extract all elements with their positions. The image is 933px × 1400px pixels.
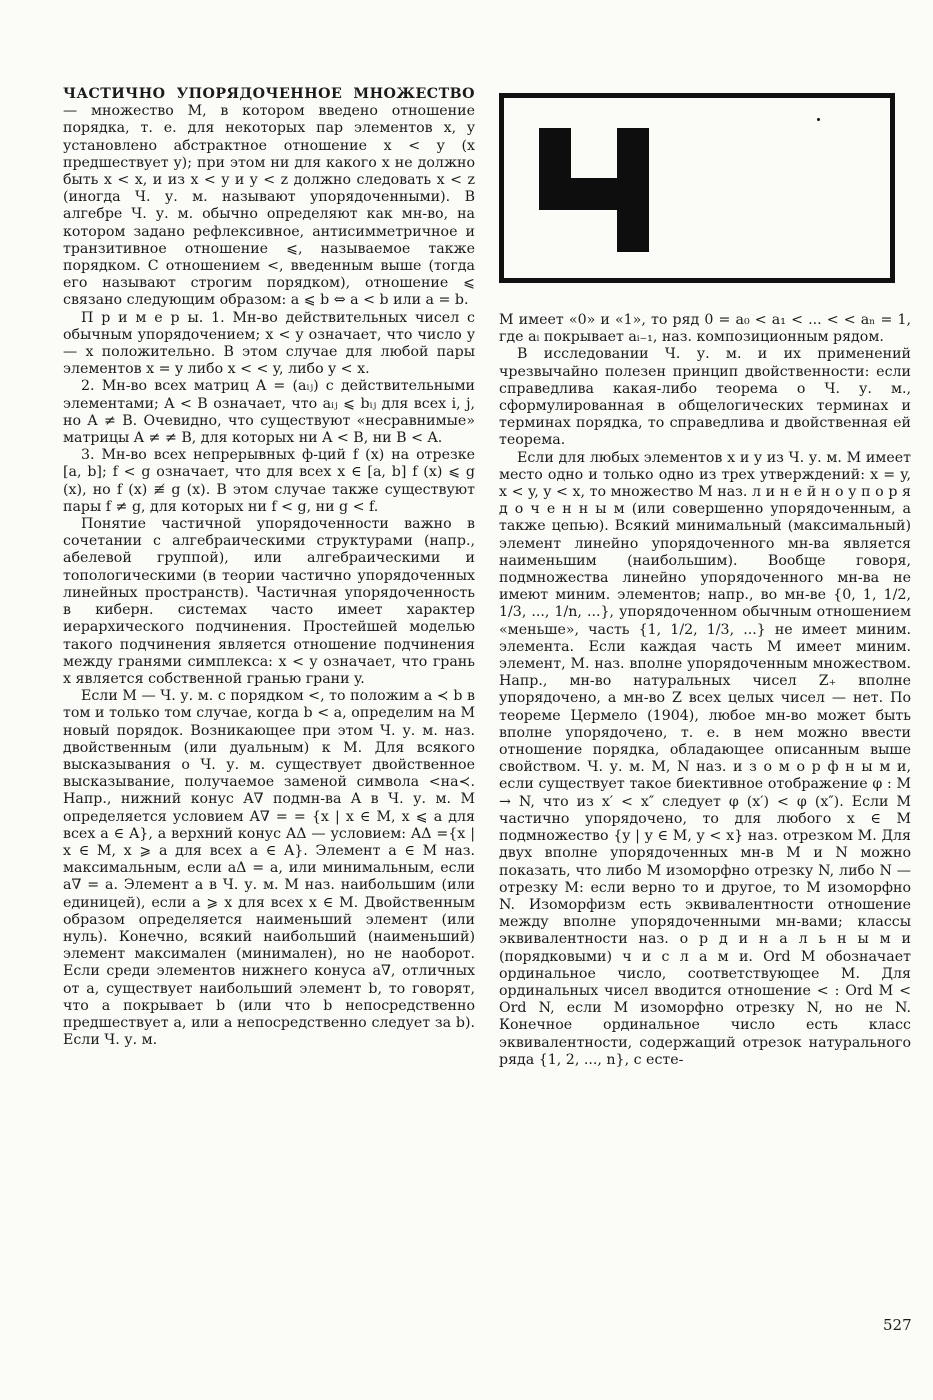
right-column [499, 312, 911, 1069]
paragraph-intro [63, 86, 475, 310]
initial-letter-plate [499, 93, 895, 283]
letter-che-glyph [539, 128, 649, 252]
paragraph: Если для любых элементов x и y из Ч. у. м. M имеет место одно и только одно из трех утверждений: x = y, x < y, y < x, то множество M наз. л и н е й н о у п о р я д о ч е н н ы м (или совершенно упорядоченным, а также цепью). Всякий минимальный (максимальный) элемент линейно упорядоченного мн-ва является наименьшим (наибольшим). Вообще говоря, подмножества линейно упорядоченного мн-ва не имеют миним. элементов; напр., во мн-ве {0, 1, 1/2, 1/3, ..., 1/n, ...}, упорядоченном обычным отношением «меньше», часть {1, 1/2, 1/3, ...} не имеет миним. элемента. Если каждая часть M имеет миним. элемент, M. наз. вполне упорядоченным множеством. Напр., мн-во натуральных чисел Z₊ вполне упорядочено, а мн-во Z всех целых чисел — нет. По теореме Цермело (1904), любое мн-во может быть вполне упорядочено, т. е. в нем можно ввести отношение порядка, обладающее описанным выше свойством. Ч. у. м. M, N наз. и з о м о р ф н ы м и, если существует такое биективное отображение φ : M → N, что из x′ < x″ следует φ (x′) < φ (x″). Если M частично упорядочено, то для любого x ∈ M подмножество {y | y ∈ M, y < x} наз. отрезком M. Для двух вполне упорядоченных мн-в M и N можно показать, что либо M изоморфно отрезку N, либо N — отрезку M: если верно то и другое, то M изоморфно N. Изоморфизм есть эквивалентности отношение между вполне упорядоченными мн-вами; классы эквивалентности наз. о р д и н а л ь н ы м и (порядковыми) ч и с л а м и. Ord M обозначает ординальное число, соответствующее M. Для ординальных чисел вводится отношение < : Ord M < Ord N, если M изоморфно отрезку N, но не N. Конечное ординальное число есть класс эквивалентности, содержащий отрезок натурального ряда {1, 2, ..., n}, с есте- [499, 449, 911, 1068]
article-title: ЧАСТИЧНО УПОРЯДОЧЕННОЕ МНОЖЕСТВО [63, 86, 475, 102]
left-column [63, 86, 475, 1049]
paragraph: M имеет «0» и «1», то ряд 0 = a₀ < a₁ < ... < < aₙ = 1, где aᵢ покрывает aᵢ₋₁, наз. композиционным рядом. [499, 312, 911, 346]
paragraph: Если M — Ч. у. м. с порядком <, то положим a ≺ b в том и только том случае, когда b < a, определим на M новый порядок. Возникающее при этом Ч. у. м. наз. двойственным (или дуальным) к M. Для всякого высказывания о Ч. у. м. существует двойственное высказывание, получаемое заменой символа <на≺. Напр., нижний конус A∇ подмн-ва A в Ч. у. м. M определяется условием A∇ = = {x | x ∈ M, x ⩽ a для всех a ∈ A}, а верхний конус AΔ — условием: AΔ ={x | x ∈ M, x ⩾ a для всех a ∈ A}. Элемент a ∈ M наз. максимальным, если aΔ = a, или минимальным, если a∇ = a. Элемент a в Ч. у. м. M наз. наибольшим (или единицей), если a ⩾ x для всех x ∈ M. Двойственным образом определяется наименьший элемент (или нуль). Конечно, всякий наибольший (наименьший) элемент максимален (минимален), но не наоборот. Если среди элементов нижнего конуса a∇, отличных от a, существует наибольший элемент b, то говорят, что a покрывает b (или что b непосредственно предшествует a, или a непосредственно следует за b). Если Ч. у. м. [63, 688, 475, 1049]
paragraph: П р и м е р ы. 1. Мн-во действительных чисел с обычным упорядочением; x < y означает, что число y — x положительно. В этом случае для любой пары элементов x = y либо x < < y, либо y < x. [63, 309, 475, 378]
paragraph: 2. Мн-во всех матриц A = (aᵢⱼ) с действительными элементами; A < B означает, что aᵢⱼ ⩽ bᵢⱼ для всех i, j, но A ≠ B. Очевидно, что существуют «несравнимые» матрицы A ≠ ≠ B, для которых ни A < B, ни B < A. [63, 378, 475, 447]
decorative-dot [817, 118, 820, 121]
paragraph: 3. Мн-во всех непрерывных ф-ций f (x) на отрезке [a, b]; f < g означает, что для всех x ∈ [a, b] f (x) ⩽ g (x), но f (x) ≢ g (x). В этом случае также существуют пары f ≠ g, для которых ни f < g, ни g < f. [63, 447, 475, 515]
paragraph: Понятие частичной упорядоченности важно в сочетании с алгебраическими структурами (напр., абелевой группой), или алгебраическими и топологическими (в теории частично упорядоченных линейных пространств). Частичная упорядоченность в киберн. системах часто имеет характер иерархического подчинения. Простейшей моделью такого подчинения является отношение подчинения между гранями симплекса: x < y означает, что грань x является собственной гранью грани y. [63, 516, 475, 687]
page-number: 527 [883, 1316, 912, 1334]
paragraph-text: — множество M, в котором введено отношение порядка, т. е. для некоторых пар элементов x, y установлено абстрактное отношение x < y (x предшествует y); при этом ни для какого x не должно быть x < x, и из x < y и y < z должно следовать x < z (иногда Ч. у. м. называют упорядоченными). В алгебре Ч. у. м. обычно определяют как мн-во, на котором задано рефлексивное, антисимметричное и транзитивное отношение ⩽, называемое также порядком. С отношением <, введенным выше (тогда его называют строгим порядком), отношение ⩽ связано следующим образом: a ⩽ b ⇔ a < b или a = b. [63, 103, 475, 309]
paragraph: В исследовании Ч. у. м. и их применений чрезвычайно полезен принцип двойственности: если справедлива какая-либо теорема о Ч. у. м., сформулированная в общелогических терминах и терминах порядка, то справедлива и двойственная ей теорема. [499, 346, 911, 449]
